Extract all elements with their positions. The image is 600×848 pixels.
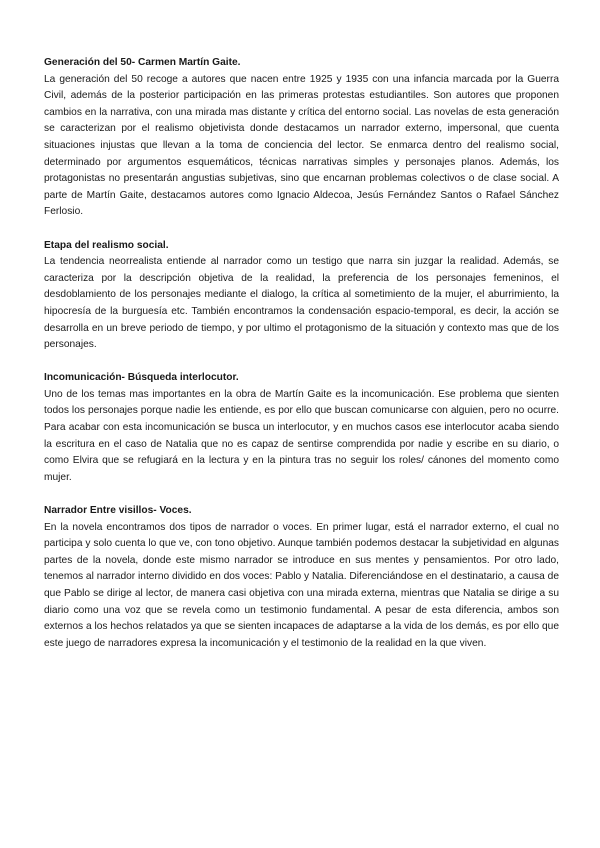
section-heading: Generación del 50- Carmen Martín Gaite. xyxy=(44,57,241,68)
section-paragraph: En la novela encontramos dos tipos de narrador o voces. En primer lugar, está el narrador externo, el cual no participa y solo cuenta lo que ve, con tono objetivo. Aunque también podemos destacar la subjetividad en algunas partes de la novela, donde este mismo narrador se introduce en sus mentes y pensamientos. Por otro lado, tenemos al narrador interno dividido en dos voces: Pablo y Natalia. Diferenciándose en el destinatario, a causa de que Pablo se dirige al lector, de manera casi objetiva con una mirada externa, mientras que Natalia se dirige a su diario como una voz que se revela como un testimonio fundamental. A pesar de esta diferencia, ambos son externos a los hechos relatados ya que se sienten incapaces de adaptarse a la vida de los demás, es por ello que este juego de narradores expresa la incomunicación y el testimonio de la realidad en la que viven. xyxy=(44,521,559,649)
section-heading: Narrador Entre visillos- Voces. xyxy=(44,505,192,517)
section-heading: Incomunicación- Búsqueda interlocutor. xyxy=(44,372,239,384)
section-realismo-social xyxy=(44,238,559,354)
section-paragraph: Uno de los temas mas importantes en la obra de Martín Gaite es la incomunicación. Ese problema que sienten todos los personajes porque nadie les entiende, es por ello que buscan comunicarse con alguien, pero no ocurre. Para acabar con esta incomunicación se busca un interlocutor, y en muchos casos ese interlocutor acaba siendo la escritura en el caso de Natalia que no es capaz de sentirse comprendida por nadie y escribe en su diario, o como Elvira que se refugiará en la lectura y en la pintura tras no seguir los roles/ cánones del momento como mujer. xyxy=(44,388,559,483)
section-heading: Etapa del realismo social. xyxy=(44,239,169,251)
document-page xyxy=(44,55,559,669)
section-narrador-voces xyxy=(44,503,559,652)
section-generacion-50 xyxy=(44,55,559,221)
section-paragraph: La tendencia neorrealista entiende al narrador como un testigo que narra sin juzgar la realidad. Además, se caracteriza por la descripción objetiva de la realidad, la preferencia de los personajes femeninos, el desdoblamiento de los personajes mediante el dialogo, la crítica al sometimiento de la mujer, el aburrimiento, la hipocresía de la burguesía etc. También encontramos la condensación espacio-temporal, es decir, la acción se desarrolla en un breve periodo de tiempo, y por ultimo el protagonismo de la situación y contexto mas que de los personajes. xyxy=(44,256,559,351)
section-paragraph: La generación del 50 recoge a autores que nacen entre 1925 y 1935 con una infancia marcada por la Guerra Civil, además de la posterior participación en las primeras protestas estudiantiles. Son autores que proponen cambios en la narrativa, con una mirada mas distante y crítica del entorno social. Las novelas de esta generación se caracterizan por el realismo objetivista donde destacamos un narrador externo, impersonal, que cuenta situaciones injustas que llevan a la toma de conciencia del lector. Se enmarca dentro del realismo social, determinado por argumentos esquemáticos, técnicas narrativas simples y personajes planos. Además, los protagonistas no presentarán angustias subjetivas, sino que encarnan problemas colectivos o de clase social. A parte de Martín Gaite, destacamos autores como Ignacio Aldecoa, Jesús Fernández Santos o Rafael Sánchez Ferlosio. xyxy=(44,73,559,218)
section-incomunicacion xyxy=(44,370,559,486)
